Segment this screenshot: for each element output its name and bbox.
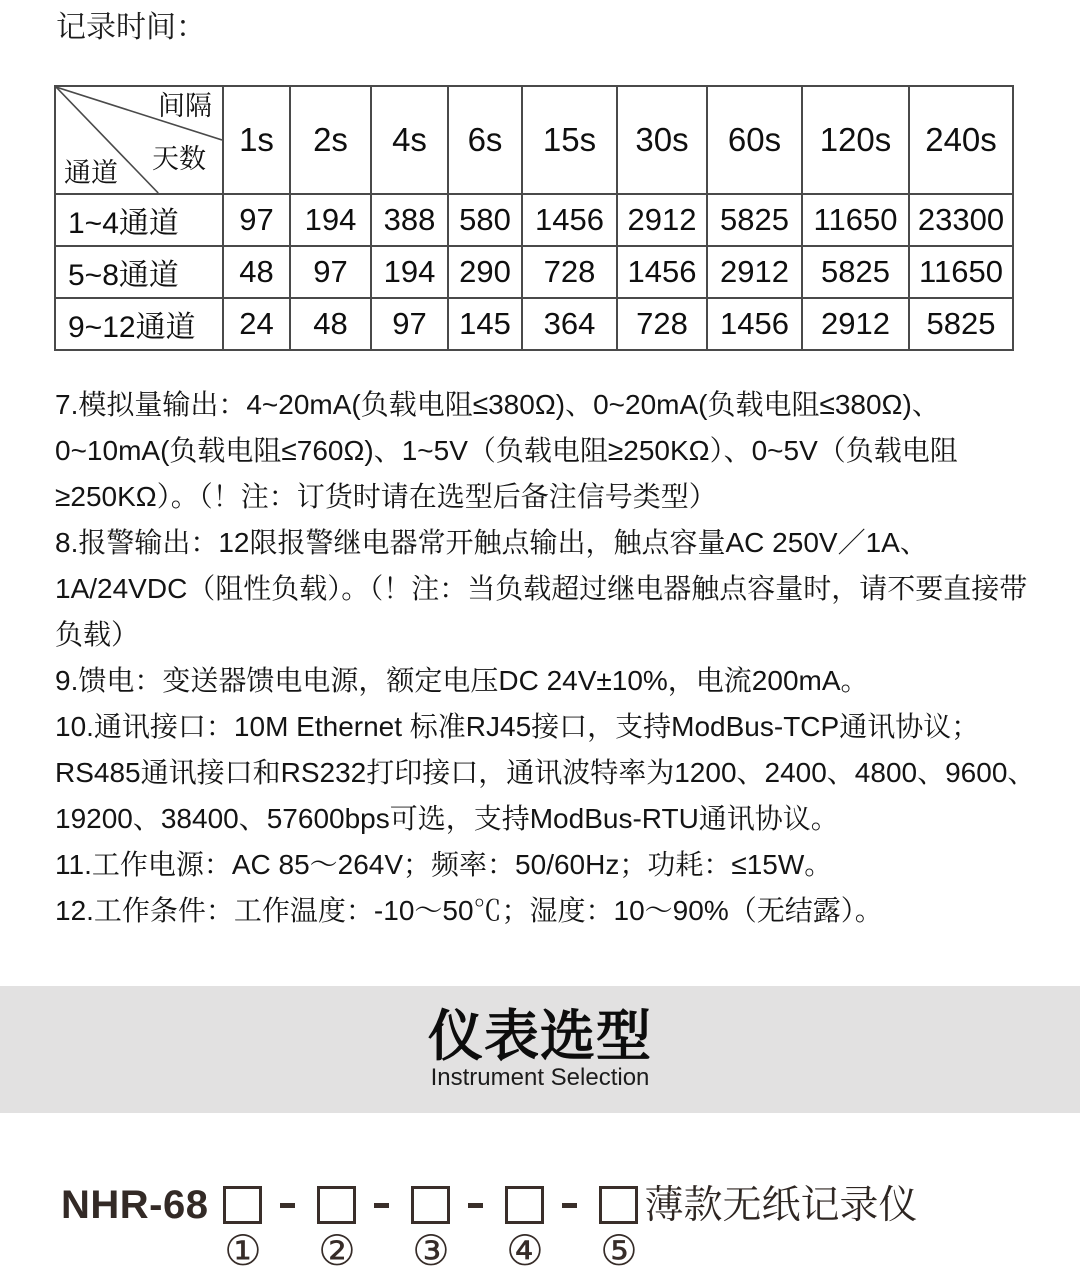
days-cell: 2912 <box>617 194 707 246</box>
days-cell: 364 <box>522 298 617 350</box>
instrument-selection-banner <box>0 986 1080 1113</box>
corner-days-label: 天数 <box>152 144 206 174</box>
days-cell: 194 <box>290 194 371 246</box>
interval-header: 240s <box>909 86 1013 194</box>
option-box-5 <box>599 1186 638 1224</box>
banner-title: 仪表选型 <box>427 1005 652 1067</box>
model-slot-5 <box>599 1186 638 1275</box>
slot-number-3: ③ <box>412 1226 450 1275</box>
model-slot-3 <box>411 1186 450 1275</box>
model-suffix: 薄款无纸记录仪 <box>644 1184 918 1227</box>
spec-item-11: 11.工作电源：AC 85～264V；频率：50/60Hz；功耗：≤15W。 <box>55 849 833 880</box>
days-cell: 97 <box>371 298 448 350</box>
banner-subtitle: Instrument Selection <box>430 1064 650 1091</box>
days-cell: 5825 <box>707 194 802 246</box>
slot-number-2: ② <box>318 1226 356 1275</box>
days-cell: 23300 <box>909 194 1013 246</box>
option-box-4 <box>505 1186 544 1224</box>
spec-item-8: 8.报警输出：12限报警继电器常开触点输出，触点容量AC 250V／1A、1A/24VDC（阻性负载）。（！注：当负载超过继电器触点容量时，请不要直接带负载） <box>55 527 1028 650</box>
interval-header: 30s <box>617 86 707 194</box>
spec-item-7: 7.模拟量输出：4~20mA(负载电阻≤380Ω)、0~20mA(负载电阻≤380Ω)、0~10mA(负载电阻≤760Ω)、1~5V（负载电阻≥250KΩ）、0~5V（负载电阻≥250KΩ）。（！注：订货时请在选型后备注信号类型） <box>55 389 958 512</box>
dash-separator <box>468 1203 483 1208</box>
channel-label: 9~12通道 <box>55 298 223 350</box>
days-cell: 580 <box>448 194 522 246</box>
interval-header: 120s <box>802 86 909 194</box>
dash-separator <box>280 1203 295 1208</box>
days-cell: 728 <box>617 298 707 350</box>
slot-number-5: ⑤ <box>600 1226 638 1275</box>
dash-separator <box>562 1203 577 1208</box>
model-slot-4 <box>505 1186 544 1275</box>
days-cell: 97 <box>290 246 371 298</box>
spec-page <box>0 10 1080 1275</box>
days-cell: 2912 <box>707 246 802 298</box>
slot-number-4: ④ <box>506 1226 544 1275</box>
days-cell: 145 <box>448 298 522 350</box>
interval-header: 4s <box>371 86 448 194</box>
corner-channel-label: 通道 <box>64 158 118 188</box>
channel-label: 5~8通道 <box>55 246 223 298</box>
interval-header: 15s <box>522 86 617 194</box>
model-prefix: NHR-68 <box>61 1183 209 1227</box>
days-cell: 1456 <box>617 246 707 298</box>
days-cell: 2912 <box>802 298 909 350</box>
slot-number-1: ① <box>224 1226 262 1275</box>
days-cell: 1456 <box>522 194 617 246</box>
days-cell: 11650 <box>909 246 1013 298</box>
interval-header: 6s <box>448 86 522 194</box>
spec-item-10: 10.通讯接口：10M Ethernet 标准RJ45接口，支持ModBus-TCP通讯协议；RS485通讯接口和RS232打印接口，通讯波特率为1200、2400、4800、9600、19200、38400、57600bps可选，支持ModBus-RTU通讯协议。 <box>55 711 1036 834</box>
model-ordering-code <box>61 1183 1080 1275</box>
option-box-1 <box>223 1186 262 1224</box>
record-time-heading: 记录时间： <box>56 11 206 44</box>
days-cell: 728 <box>522 246 617 298</box>
days-cell: 194 <box>371 246 448 298</box>
days-cell: 1456 <box>707 298 802 350</box>
table-corner-cell <box>55 86 223 194</box>
interval-header: 2s <box>290 86 371 194</box>
table-row <box>55 246 1013 298</box>
spec-item-9: 9.馈电：变送器馈电电源，额定电压DC 24V±10%，电流200mA。 <box>55 665 869 696</box>
corner-interval-label: 间隔 <box>158 91 212 121</box>
option-box-3 <box>411 1186 450 1224</box>
table-row <box>55 194 1013 246</box>
days-cell: 97 <box>223 194 290 246</box>
days-cell: 388 <box>371 194 448 246</box>
channel-label: 1~4通道 <box>55 194 223 246</box>
spec-paragraphs <box>55 382 1047 934</box>
model-slot-1 <box>223 1186 262 1275</box>
days-cell: 48 <box>290 298 371 350</box>
spec-item-12: 12.工作条件：工作温度：-10～50℃；湿度：10～90%（无结露）。 <box>55 895 883 926</box>
days-cell: 290 <box>448 246 522 298</box>
days-cell: 24 <box>223 298 290 350</box>
option-box-2 <box>317 1186 356 1224</box>
table-header-row <box>55 86 1013 194</box>
interval-header: 60s <box>707 86 802 194</box>
table-row <box>55 298 1013 350</box>
days-cell: 48 <box>223 246 290 298</box>
interval-header: 1s <box>223 86 290 194</box>
days-cell: 5825 <box>909 298 1013 350</box>
record-days-table <box>54 85 1014 351</box>
days-cell: 5825 <box>802 246 909 298</box>
dash-separator <box>374 1203 389 1208</box>
days-cell: 11650 <box>802 194 909 246</box>
model-slot-2 <box>317 1186 356 1275</box>
